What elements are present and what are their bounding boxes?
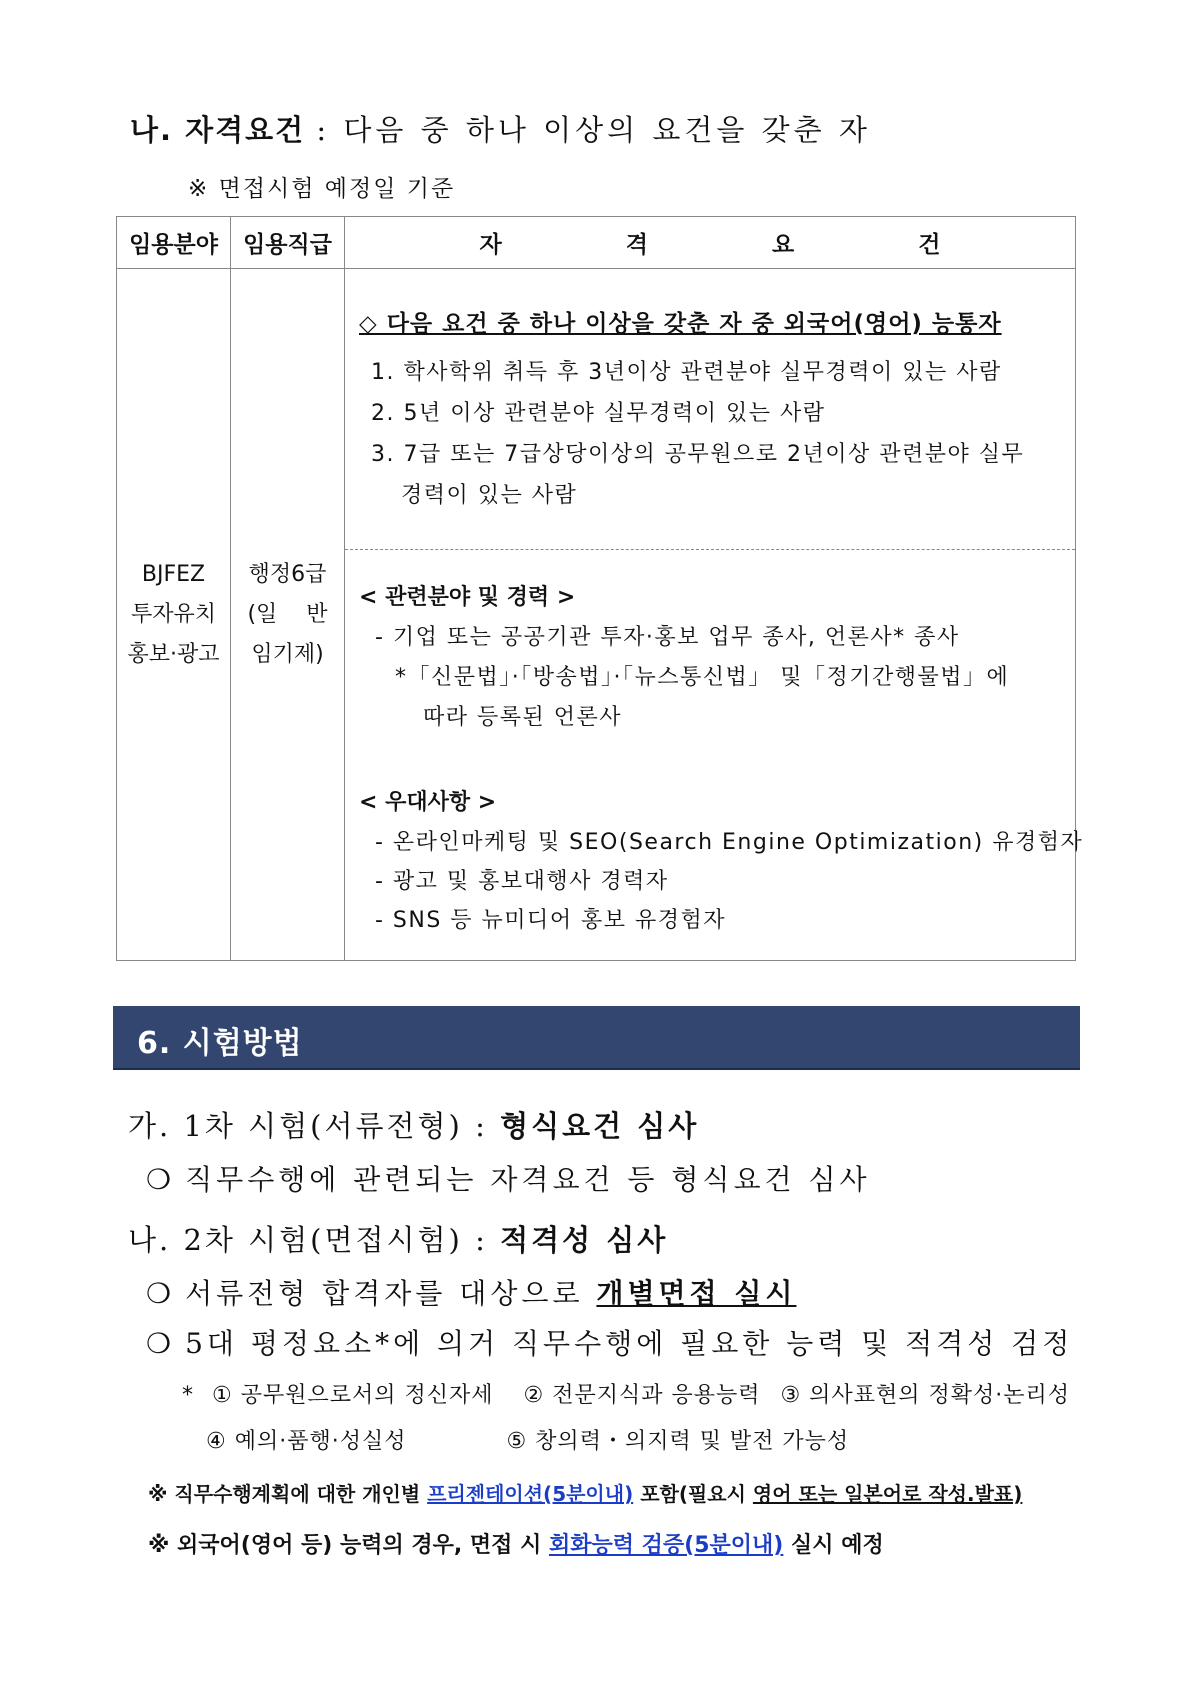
- conversation-test-link[interactable]: 회화능력 검증(5분이내): [549, 1533, 784, 1558]
- field-cell: [117, 269, 231, 961]
- evaluation-element: ④ 예의·품행·성실성: [206, 1429, 407, 1454]
- evaluation-criteria-text: 5대 평정요소*에 의거 직무수행에 필요한 능력 및 적격성 검정: [185, 1327, 1074, 1360]
- evaluation-element: ③ 의사표현의 정확성·논리성: [780, 1383, 1070, 1408]
- requirements-conditions: [345, 269, 1075, 550]
- second-exam-bullet-text: 서류전형 합격자를 대상으로: [185, 1277, 584, 1310]
- qualification-heading-rest: : 다음 중 하나 이상의 요건을 갖춘 자: [316, 113, 871, 147]
- qualification-heading: [130, 108, 871, 149]
- requirements-table: [116, 216, 1084, 961]
- condition-item: 3. 7급 또는 7급상당이상의 공무원으로 2년이상 관련분야 실무: [371, 442, 1025, 467]
- table-row: [117, 269, 1076, 961]
- related-field-item: - 기업 또는 공공기관 투자·홍보 업무 종사, 언론사* 종사: [375, 625, 960, 650]
- qualification-heading-label: 나. 자격요건: [130, 113, 306, 147]
- preference-item: - 온라인마케팅 및 SEO(Search Engine Optimization) 유경험자: [375, 830, 1084, 855]
- rank-line: (일 반: [247, 601, 328, 627]
- evaluation-elements-row-2: [206, 1424, 849, 1455]
- header-requirements: 자 격 요 건: [345, 217, 1076, 269]
- evaluation-element: ⑤ 창의력・의지력 및 발전 가능성: [506, 1429, 850, 1454]
- individual-interview-emphasis: 개별면접 실시: [596, 1277, 797, 1310]
- condition-item: 2. 5년 이상 관련분야 실무경력이 있는 사람: [371, 401, 826, 426]
- field-line: 투자유치: [130, 601, 216, 627]
- related-field-title: < 관련분야 및 경력 >: [359, 585, 576, 610]
- requirements-details: [345, 550, 1084, 960]
- header-rank: 임용직급: [231, 217, 345, 269]
- preference-title: < 우대사항 >: [359, 790, 497, 815]
- presentation-notice-mid: 포함(필요시: [640, 1482, 746, 1506]
- second-exam-bullet: [146, 1272, 796, 1312]
- second-exam-bullet: [146, 1322, 1073, 1362]
- first-exam-label: 가. 1차 시험(서류전형) :: [128, 1109, 488, 1143]
- related-field-item: 따라 등록된 언론사: [423, 705, 623, 730]
- first-exam-subject: 형식요건 심사: [500, 1109, 700, 1143]
- main-condition: ◇ 다음 요건 중 하나 이상을 갖춘 자 중 외국어(영어) 능통자: [359, 311, 1002, 337]
- language-notice: [148, 1528, 884, 1559]
- preference-item: - SNS 등 뉴미디어 홍보 유경험자: [375, 908, 727, 933]
- basis-note: ※ 면접시험 예정일 기준: [188, 176, 456, 202]
- language-notice-post: 실시 예정: [791, 1533, 884, 1558]
- evaluation-elements-row-1: [182, 1378, 1070, 1409]
- condition-item-continued: 경력이 있는 사람: [401, 483, 578, 508]
- rank-line: 임기제): [251, 641, 324, 667]
- rank-cell: [231, 269, 345, 961]
- presentation-notice-pre: ※ 직무수행계획에 대한 개인별: [148, 1482, 421, 1506]
- presentation-notice: [148, 1478, 1022, 1507]
- rank-line: 행정6급: [248, 561, 327, 587]
- field-line: BJFEZ: [141, 561, 206, 587]
- condition-item: 1. 학사학위 취득 후 3년이상 관련분야 실무경력이 있는 사람: [371, 360, 1002, 385]
- first-exam-heading: [128, 1104, 699, 1145]
- header-field: 임용분야: [117, 217, 231, 269]
- second-exam-heading: [128, 1218, 668, 1259]
- first-exam-bullet-text: 직무수행에 관련되는 자격요건 등 형식요건 심사: [185, 1163, 871, 1196]
- bullet-icon: ❍: [146, 1163, 172, 1196]
- second-exam-label: 나. 2차 시험(면접시험) :: [128, 1223, 488, 1257]
- section-title: 6. 시험방법: [137, 1026, 303, 1061]
- field-line: 홍보·광고: [127, 641, 220, 667]
- bullet-icon: ❍: [146, 1327, 172, 1360]
- presentation-link[interactable]: 프리젠테이션(5분이내): [427, 1482, 634, 1506]
- table-header-row: [117, 217, 1076, 269]
- section-header: [113, 1006, 1080, 1070]
- requirements-cell: [345, 269, 1084, 961]
- language-notice-pre: ※ 외국어(영어 등) 능력의 경우, 면접 시: [148, 1533, 542, 1558]
- presentation-language-note: 영어 또는 일본어로 작성.발표): [752, 1482, 1023, 1506]
- evaluation-element: ② 전문지식과 응용능력: [523, 1383, 761, 1408]
- bullet-icon: ❍: [146, 1277, 172, 1310]
- preference-item: - 광고 및 홍보대행사 경력자: [375, 869, 669, 894]
- elements-prefix: *: [182, 1383, 194, 1408]
- second-exam-subject: 적격성 심사: [500, 1223, 669, 1257]
- first-exam-bullet: [146, 1158, 871, 1198]
- related-field-item: *「신문법」·「방송법」·「뉴스통신법」 및「정기간행물법」에: [395, 665, 1010, 690]
- evaluation-element: ① 공무원으로서의 정신자세: [212, 1383, 494, 1408]
